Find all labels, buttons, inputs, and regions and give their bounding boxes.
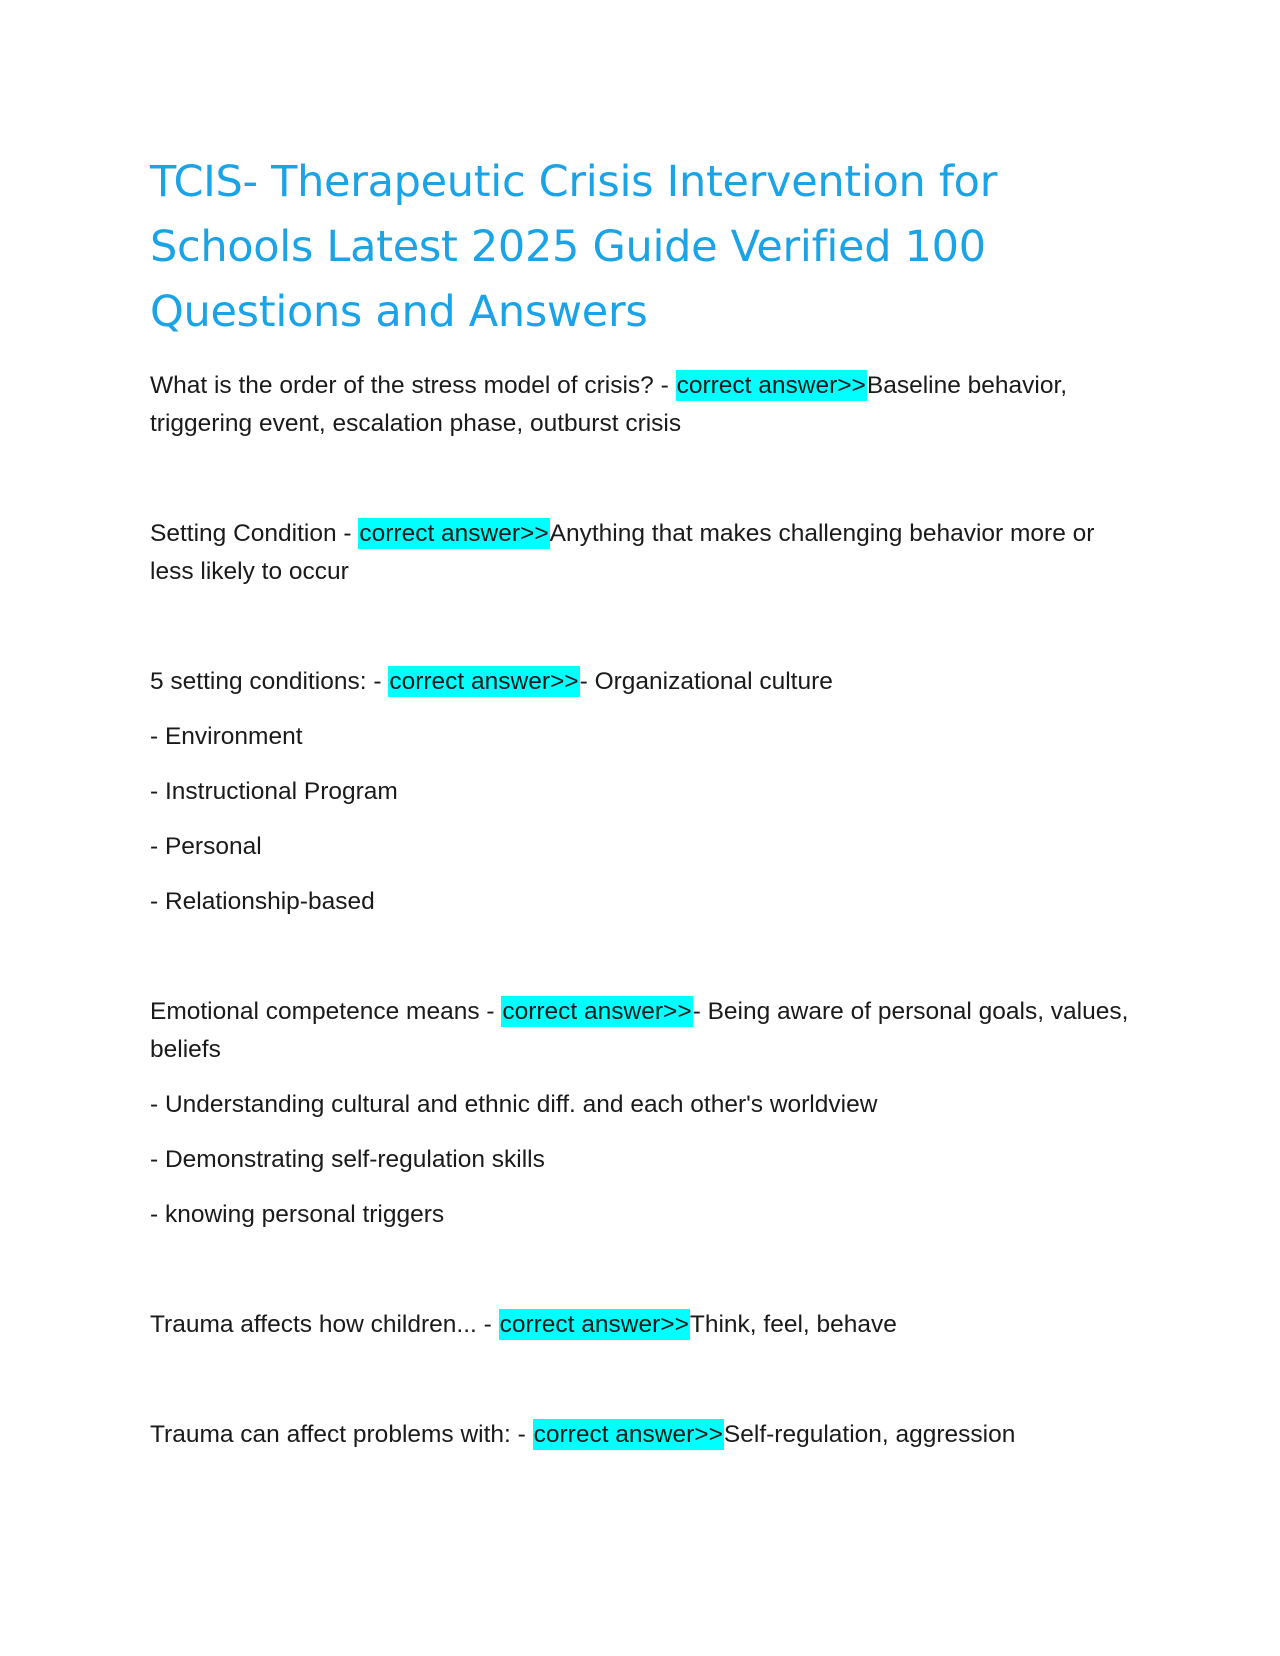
answer-marker: correct answer>> bbox=[533, 1421, 723, 1448]
answer-text: Think, feel, behave bbox=[689, 1311, 897, 1338]
qa-item-3 bbox=[150, 663, 1130, 921]
qa-text bbox=[150, 515, 1130, 591]
answer-line: - Environment bbox=[150, 723, 303, 750]
qa-item-2 bbox=[150, 515, 1130, 591]
question-text: Emotional competence means - bbox=[150, 998, 502, 1025]
document-title: TCIS- Therapeutic Crisis Intervention for Schools Latest 2025 Guide Verified 100 Questions and Answers bbox=[150, 157, 998, 337]
question-text: Trauma can affect problems with: - bbox=[150, 1421, 533, 1448]
question-text: Setting Condition - bbox=[150, 520, 359, 547]
qa-text bbox=[150, 663, 1130, 701]
answer-text: Self-regulation, aggression bbox=[723, 1421, 1016, 1448]
qa-item-4 bbox=[150, 993, 1130, 1234]
answer-text: - Being aware of personal goals, values, beliefs bbox=[150, 998, 1129, 1063]
answer-line: - Demonstrating self-regulation skills bbox=[150, 1146, 545, 1173]
qa-item-1 bbox=[150, 367, 1130, 443]
answer-marker: correct answer>> bbox=[499, 1311, 689, 1338]
answer-text: Baseline behavior, triggering event, escalation phase, outburst crisis bbox=[150, 372, 1068, 437]
answer-line: - Understanding cultural and ethnic diff. and each other's worldview bbox=[150, 1091, 878, 1118]
answer-marker: correct answer>> bbox=[359, 520, 549, 547]
qa-list bbox=[150, 367, 1130, 1454]
qa-text bbox=[150, 1416, 1130, 1454]
answer-marker: correct answer>> bbox=[676, 372, 866, 399]
qa-text bbox=[150, 993, 1130, 1069]
answer-line: - knowing personal triggers bbox=[150, 1201, 445, 1228]
qa-item-6 bbox=[150, 1416, 1130, 1454]
question-text: Trauma affects how children... - bbox=[150, 1311, 499, 1338]
qa-text bbox=[150, 1306, 1130, 1344]
answer-line: - Relationship-based bbox=[150, 888, 375, 915]
answer-text: - Organizational culture bbox=[579, 668, 833, 695]
question-text: What is the order of the stress model of crisis? - bbox=[150, 372, 676, 399]
document-page bbox=[150, 150, 1130, 1526]
question-text: 5 setting conditions: - bbox=[150, 668, 389, 695]
answer-marker: correct answer>> bbox=[389, 668, 579, 695]
answer-text: Anything that makes challenging behavior more or less likely to occur bbox=[150, 520, 1095, 585]
answer-line: - Instructional Program bbox=[150, 778, 398, 805]
answer-line: - Personal bbox=[150, 833, 262, 860]
qa-item-5 bbox=[150, 1306, 1130, 1344]
answer-marker: correct answer>> bbox=[502, 998, 692, 1025]
qa-text bbox=[150, 367, 1130, 443]
